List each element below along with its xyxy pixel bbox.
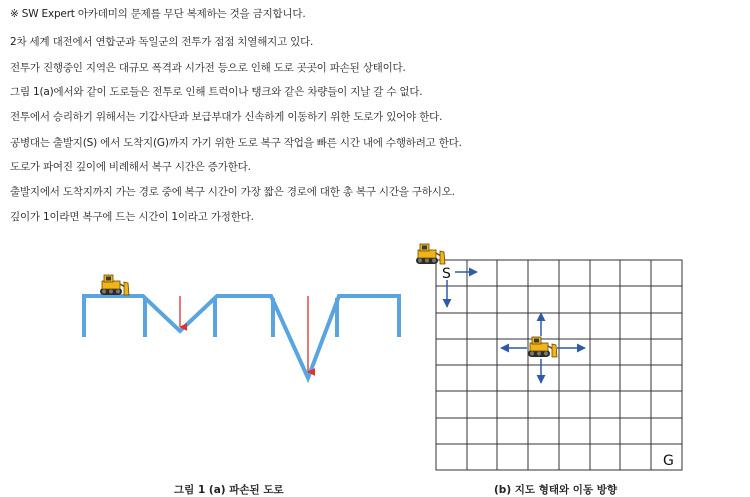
problem-paragraph: 전투에서 승리하기 위해서는 기갑사단과 보급부대가 신속하게 이동하기 위한 도로가 있어야 한다.: [10, 111, 443, 123]
figure-b-caption: (b) 지도 형태와 이동 방향: [494, 484, 618, 496]
problem-paragraph: 2차 세계 대전에서 연합군과 독일군의 전투가 점점 치열해지고 있다.: [10, 36, 314, 48]
bulldozer-icon: [416, 244, 445, 264]
problem-paragraph: 그림 1(a)에서와 같이 도로들은 전투로 인해 트럭이나 탱크와 같은 차량들이 지날 갈 수 없다.: [10, 86, 423, 98]
problem-paragraph: 공병대는 출발지(S) 에서 도착지(G)까지 가기 위한 도로 복구 작업을 빠른 시간 내에 수행하려고 한다.: [10, 137, 462, 149]
damaged-road-figure: [82, 275, 401, 378]
goal-label: G: [663, 453, 674, 469]
problem-paragraph: 깊이가 1이라면 복구에 드는 시간이 1이라고 가정한다.: [10, 211, 254, 223]
bulldozer-icon: [100, 275, 129, 295]
copyright-notice: ※ SW Expert 아카데미의 문제를 무단 복제하는 것을 금지합니다.: [10, 8, 306, 20]
grid-map-figure: [416, 244, 682, 470]
problem-paragraph: 전투가 진행중인 지역은 대규모 폭격과 시가전 등으로 인해 도로 곳곳이 파손된 상태이다.: [10, 62, 406, 74]
problem-paragraph: 도로가 파여진 깊이에 비례해서 복구 시간은 증가한다.: [10, 161, 251, 173]
road-line: [82, 296, 401, 378]
road-posts: [84, 296, 399, 337]
start-label: S: [442, 266, 451, 282]
problem-paragraph: 출발지에서 도착지까지 가는 경로 중에 복구 시간이 가장 짧은 경로에 대한 총 복구 시간을 구하시오.: [10, 186, 455, 198]
figure-a-caption: 그림 1 (a) 파손된 도로: [174, 484, 284, 496]
